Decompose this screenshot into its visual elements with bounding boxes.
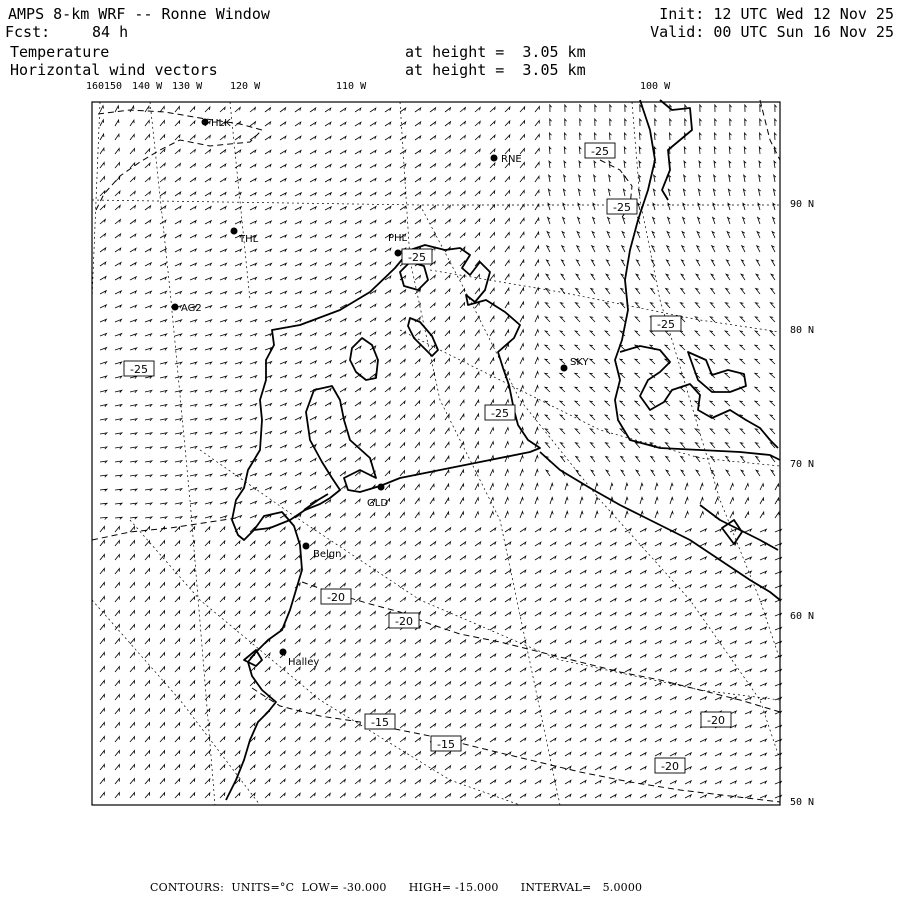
lon-label: 130 W <box>172 81 203 92</box>
temperature-contour <box>760 100 780 160</box>
station-label: GLD <box>367 498 389 509</box>
wind-vector-field <box>100 105 781 798</box>
station-marker <box>172 304 179 311</box>
station-label: Halley <box>288 657 320 668</box>
station-marker <box>491 155 498 162</box>
graticule-line <box>92 200 780 205</box>
field-name-temperature: Temperature <box>10 43 110 61</box>
temperature-contour <box>252 688 780 802</box>
lon-label: 110 W <box>336 81 367 92</box>
station-label: AG2 <box>181 303 202 314</box>
contour-label: -15 <box>437 738 455 751</box>
lon-label: 160 <box>86 81 105 92</box>
lat-label: 50 N <box>790 797 815 808</box>
contour-label: -25 <box>408 251 426 264</box>
field-height-2: at height = 3.05 km <box>405 61 586 79</box>
station-marker <box>561 365 568 372</box>
contour-label: -20 <box>661 760 679 773</box>
lon-label: 150 <box>104 81 123 92</box>
peninsula-islands <box>722 520 742 544</box>
station-label: THL <box>239 234 259 245</box>
station-label: SKY <box>570 357 589 368</box>
graticule-line <box>200 450 780 700</box>
temperature-contour <box>92 518 236 540</box>
contour-label: -20 <box>395 615 413 628</box>
henry-ice-rise <box>408 318 438 356</box>
station-markers <box>172 118 590 668</box>
graticule-line <box>130 520 520 805</box>
station-label: Belgn <box>313 549 342 560</box>
contour-label: -25 <box>130 363 148 376</box>
station-marker <box>395 250 402 257</box>
graticule-line <box>92 600 260 805</box>
lat-label: 80 N <box>790 325 815 336</box>
peninsula-islands <box>660 100 692 200</box>
contour-label: -25 <box>613 201 631 214</box>
lon-label: 100 W <box>640 81 671 92</box>
peninsula-islands <box>688 352 746 392</box>
station-marker <box>303 543 310 550</box>
contour-legend: CONTOURS: UNITS=°C LOW= -30.000 HIGH= -15.000 INTERVAL= 5.0000 <box>150 881 643 894</box>
contour-label: -20 <box>707 714 725 727</box>
graticule-line <box>632 102 780 660</box>
contour-label: -25 <box>657 318 675 331</box>
lon-label: 140 W <box>132 81 163 92</box>
temperature-contour <box>302 582 780 712</box>
contour-label: -20 <box>327 591 345 604</box>
map-title: AMPS 8-km WRF -- Ronne Window <box>8 5 270 23</box>
lat-label: 90 N <box>790 199 815 210</box>
berkner-island <box>350 338 378 380</box>
field-name-wind: Horizontal wind vectors <box>10 61 218 79</box>
station-marker <box>378 484 385 491</box>
field-height-1: at height = 3.05 km <box>405 43 586 61</box>
station-label: PHL <box>388 233 408 244</box>
contour-label: -25 <box>491 407 509 420</box>
lat-label: 60 N <box>790 611 815 622</box>
graticule-line <box>92 102 100 300</box>
forecast-hour: 84 h <box>92 23 129 41</box>
ice-rise <box>400 262 428 290</box>
contour-label: -15 <box>371 716 389 729</box>
forecast-label: Fcst: <box>5 23 51 41</box>
graticule-line <box>230 102 250 300</box>
lat-label: 70 N <box>790 459 815 470</box>
wind-vectors <box>100 105 781 798</box>
station-label: RNE <box>501 154 522 165</box>
valid-time: Valid: 00 UTC Sun 16 Nov 25 <box>650 23 894 41</box>
contour-label: -25 <box>591 145 609 158</box>
station-marker <box>280 649 287 656</box>
station-marker <box>231 228 238 235</box>
coastal-inlet <box>244 650 262 666</box>
station-label: HLK <box>211 118 231 129</box>
init-time: Init: 12 UTC Wed 12 Nov 25 <box>659 5 894 23</box>
graticule-line <box>400 330 780 466</box>
station-marker <box>202 119 209 126</box>
lon-label: 120 W <box>230 81 261 92</box>
